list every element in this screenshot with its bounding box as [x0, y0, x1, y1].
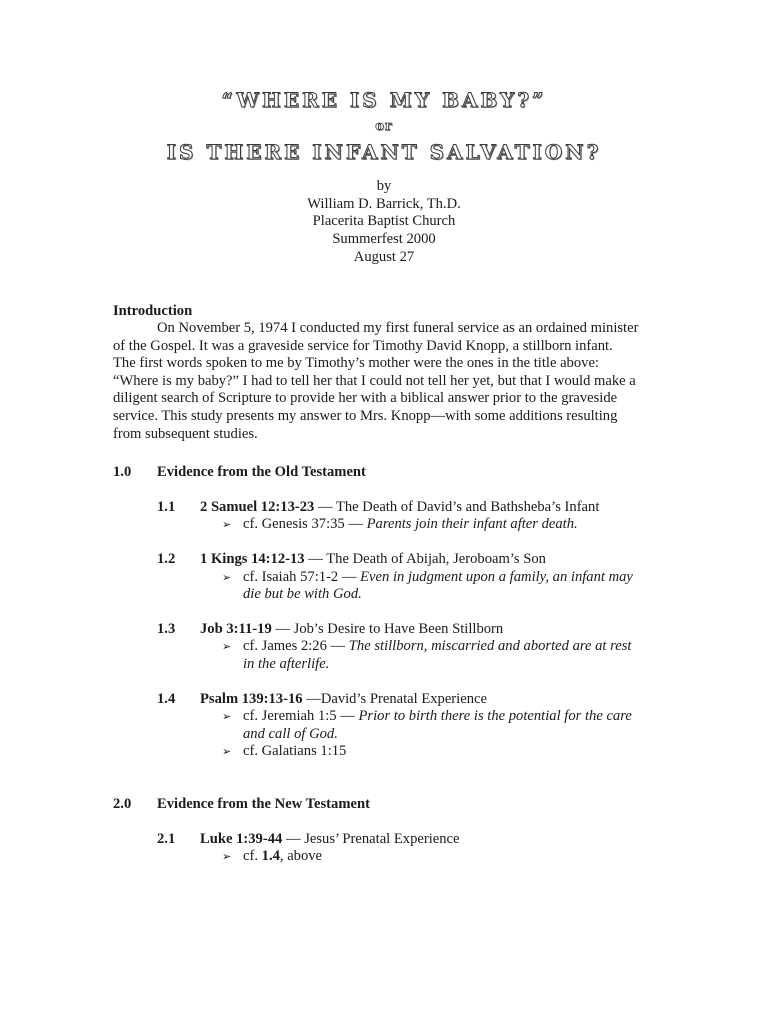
paragraph-line: diligent search of Scripture to provide her with a biblical answer prior to the graveside	[113, 390, 618, 407]
paragraph-line: On November 5, 1974 I conducted my first funeral service as an ordained minister	[157, 320, 639, 337]
bullet-arrow-icon: ➢	[222, 640, 232, 654]
item-number: 1.2	[157, 551, 176, 568]
bullet-arrow-icon: ➢	[222, 570, 232, 584]
bullet-text	[243, 848, 658, 866]
bullet-text	[243, 743, 658, 761]
bullet-arrow-icon: ➢	[222, 710, 232, 724]
paragraph-line: “Where is my baby?” I had to tell her that I could not tell her yet, but that I would make a	[113, 372, 636, 389]
document-title-line2: IS THERE INFANT SALVATION?	[166, 140, 602, 164]
dash-separator: —	[314, 498, 336, 515]
cross-reference-bullet	[222, 516, 658, 534]
dash-separator: —	[304, 551, 327, 568]
section-number: 2.0	[113, 795, 132, 812]
bullet-note-italic: Prior to birth there is the potential for the care	[358, 708, 632, 725]
outline-item	[157, 499, 658, 534]
cross-reference: cf. James 2:26 —	[243, 638, 349, 655]
cross-reference-bullet	[222, 638, 658, 673]
bullet-line-suffix: , above	[279, 848, 323, 865]
byline-block	[0, 178, 768, 267]
bullet-line	[243, 569, 658, 587]
section-heading: Evidence from the New Testament	[157, 795, 370, 812]
outline-item	[157, 551, 658, 604]
item-title: The Death of Abijah, Jeroboam’s Son	[326, 551, 546, 568]
item-body	[200, 551, 658, 604]
document-body	[113, 303, 658, 866]
byline-organization: Placerita Baptist Church	[312, 213, 456, 230]
scripture-reference: Luke 1:39-44	[200, 830, 283, 847]
item-number: 1.1	[157, 498, 176, 515]
scripture-reference: 1 Kings 14:12-13	[200, 551, 305, 568]
byline-event: Summerfest 2000	[332, 231, 436, 248]
bullet-text	[243, 638, 658, 673]
dash-separator: —	[282, 830, 305, 847]
byline-date: August 27	[353, 248, 415, 265]
bullet-text	[243, 516, 658, 534]
bullet-note-italic: Parents join their infant after death.	[366, 516, 578, 533]
item-heading	[200, 831, 658, 849]
bullet-note-italic: Even in judgment upon a family, an infant may	[360, 568, 633, 585]
bullet-arrow-icon: ➢	[222, 850, 232, 864]
paragraph-line: service. This study presents my answer to Mrs. Knopp—with some additions resulting	[113, 408, 618, 425]
document-header	[0, 0, 768, 164]
introduction-paragraph	[113, 320, 658, 443]
item-number: 2.1	[157, 830, 176, 847]
bullet-text	[243, 569, 658, 604]
item-title: Jesus’ Prenatal Experience	[304, 830, 460, 847]
outline-item	[157, 621, 658, 674]
outline-item	[157, 691, 658, 761]
bullet-line	[243, 638, 658, 656]
item-title: The Death of David’s and Bathsheba’s Infant	[335, 498, 600, 515]
section-heading: Evidence from the Old Testament	[157, 464, 366, 481]
item-heading	[200, 499, 658, 517]
bullet-line-wrap: in the afterlife.	[243, 656, 330, 673]
byline-author: William D. Barrick, Th.D.	[307, 195, 461, 212]
document-title-line1: “WHERE IS MY BABY?”	[221, 88, 547, 112]
cross-reference: cf. Isaiah 57:1-2 —	[243, 568, 361, 585]
paragraph-line: of the Gospel. It was a graveside service for Timothy David Knopp, a stillborn infant.	[113, 337, 613, 354]
item-body	[200, 831, 658, 866]
scripture-reference: Psalm 139:13-16	[200, 690, 303, 707]
section-number: 1.0	[113, 464, 132, 481]
cross-reference: cf.	[243, 848, 262, 865]
item-body	[200, 499, 658, 534]
bullet-arrow-icon: ➢	[222, 518, 232, 532]
bullet-line	[243, 848, 658, 866]
item-heading	[200, 621, 658, 639]
paragraph-line: from subsequent studies.	[113, 425, 258, 442]
item-body	[200, 691, 658, 761]
paragraph-line: The first words spoken to me by Timothy’s mother were the ones in the title above:	[113, 355, 599, 372]
section-heading-row	[113, 464, 658, 482]
cross-reference: cf. Galatians 1:15	[243, 743, 347, 760]
bullet-line	[243, 516, 658, 534]
bullet-text	[243, 708, 658, 743]
item-heading	[200, 691, 658, 709]
bullet-arrow-icon: ➢	[222, 745, 232, 759]
item-title: David’s Prenatal Experience	[320, 690, 487, 707]
item-title: Job’s Desire to Have Been Stillborn	[293, 620, 504, 637]
bullet-line	[243, 743, 658, 761]
outline-item	[157, 831, 658, 866]
item-number: 1.4	[157, 690, 176, 707]
bullet-line-wrap: and call of God.	[243, 725, 338, 742]
item-number: 1.3	[157, 620, 176, 637]
cross-reference: cf. Genesis 37:35 —	[243, 516, 367, 533]
cross-reference-bullet	[222, 743, 658, 761]
title-conjunction: or	[375, 119, 393, 134]
cross-reference: cf. Jeremiah 1:5 —	[243, 708, 359, 725]
item-heading	[200, 551, 658, 569]
bullet-line	[243, 708, 658, 726]
item-body	[200, 621, 658, 674]
scripture-reference: 2 Samuel 12:13-23	[200, 498, 315, 515]
cross-reference-bullet	[222, 708, 658, 743]
cross-reference-bullet	[222, 569, 658, 604]
bullet-line-wrap: die but be with God.	[243, 586, 362, 603]
internal-reference: 1.4	[261, 848, 280, 865]
introduction-heading: Introduction	[113, 302, 193, 319]
byline-by: by	[376, 178, 392, 194]
dash-separator: —	[271, 620, 294, 637]
bullet-note-italic: The stillborn, miscarried and aborted are at rest	[348, 638, 632, 655]
scripture-reference: Job 3:11-19	[200, 620, 272, 637]
section-heading-row	[113, 796, 658, 814]
dash-separator: —	[302, 690, 321, 707]
cross-reference-bullet	[222, 848, 658, 866]
